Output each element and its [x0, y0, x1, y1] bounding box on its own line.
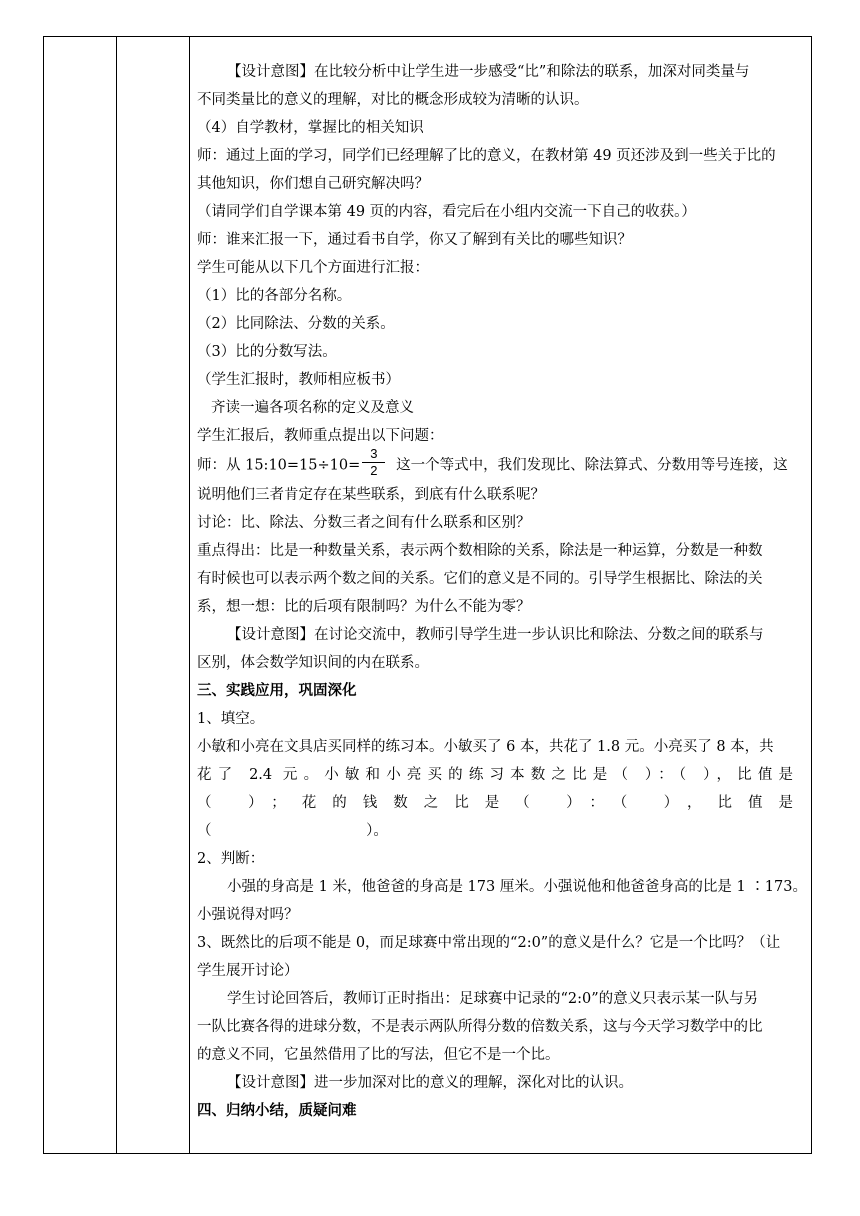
text-line: 师：通过上面的学习，同学们已经理解了比的意义，在教材第 49 页还涉及到一些关于比的 [197, 148, 776, 164]
fill-blank-line: 花了 2.4 元。小敏和小亮买的练习本数之比是（ ）：（ ），比值是 [197, 767, 793, 783]
text-line: 说明他们三者肯定存在某些联系，到底有什么联系呢？ [197, 487, 545, 503]
text-line: （请同学们自学课本第 49 页的内容，看完后在小组内交流一下自己的收获。） [197, 204, 696, 220]
text-line: 齐读一遍各项名称的定义及意义 [211, 400, 414, 416]
text-line: 讨论：比、除法、分数三者之间有什么联系和区别？ [197, 515, 531, 531]
equation-line [197, 446, 793, 481]
text-line: 学生展开讨论） [197, 963, 299, 979]
step-heading: （4）自学教材，掌握比的相关知识 [197, 120, 424, 136]
fraction-denominator: 2 [370, 463, 378, 478]
fraction-numerator: 3 [362, 447, 385, 463]
exercise-heading: 2、判断： [197, 851, 265, 867]
text-line: 的意义不同，它虽然借用了比的写法，但它不是一个比。 [197, 1047, 560, 1063]
text-line: 学生可能从以下几个方面进行汇报： [197, 260, 429, 276]
fill-blank-line: （ ）。 [197, 823, 388, 839]
text-line: 师：谁来汇报一下，通过看书自学，你又了解到有关比的哪些知识？ [197, 232, 632, 248]
text-line: 小敏和小亮在文具店买同样的练习本。小敏买了 6 本，共花了 1.8 元。小亮买了 8 本，共 [197, 739, 774, 755]
text-line: 有时候也可以表示两个数之间的关系。它们的意义是不同的。引导学生根据比、除法的关 [197, 571, 763, 587]
design-intent-2: 【设计意图】在讨论交流中，教师引导学生进一步认识比和除法、分数之间的联系与 [227, 627, 764, 643]
column-divider-1 [116, 37, 117, 1153]
text-line: 其他知识，你们想自己研究解决吗？ [197, 176, 429, 192]
text-line: 学生讨论回答后，教师订正时指出：足球赛中记录的“2:0”的意义只表示某一队与另 [227, 991, 759, 1007]
text-line: 3、既然比的后项不能是 0，而足球赛中常出现的“2:0”的意义是什么？它是一个比吗？（让 [197, 935, 781, 951]
design-intent-1: 【设计意图】在比较分析中让学生进一步感受“比”和除法的联系，加深对同类量与 [227, 64, 750, 80]
text-line: 区别，体会数学知识间的内在联系。 [197, 655, 429, 671]
column-divider-2 [189, 37, 190, 1153]
fraction [362, 447, 385, 478]
text-line: 一队比赛各得的进球分数，不是表示两队所得分数的倍数关系，这与今天学习数学中的比 [197, 1019, 763, 1035]
fill-blank-line: （ ）；花的钱数之比是（ ）：（ ），比值是 [197, 795, 793, 811]
list-item: （1）比的各部分名称。 [197, 288, 352, 304]
equation-text: 师：从 15:10=15÷10= [197, 457, 361, 474]
text-line: 不同类量比的意义的理解，对比的概念形成较为清晰的认识。 [197, 92, 589, 108]
section-heading-4: 四、归纳小结，质疑问难 [197, 1103, 357, 1119]
section-heading-3: 三、实践应用，巩固深化 [197, 683, 357, 699]
text-line: 学生汇报后，教师重点提出以下问题： [197, 428, 444, 444]
equation-text-continued: 这一个等式中，我们发现比、除法算式、分数用等号连接，这 [391, 457, 788, 474]
text-line: 小强说得对吗？ [197, 907, 299, 923]
lesson-content [197, 58, 807, 1125]
list-item: （3）比的分数写法。 [197, 344, 337, 360]
exercise-heading: 1、填空。 [197, 711, 265, 727]
design-intent-3: 【设计意图】进一步加深对比的意义的理解，深化对比的认识。 [227, 1075, 633, 1091]
list-item: （2）比同除法、分数的关系。 [197, 316, 395, 332]
text-line: 小强的身高是 1 米，他爸爸的身高是 173 厘米。小强说他和他爸爸身高的比是 1 ∶173。 [227, 879, 807, 895]
text-line: 重点得出：比是一种数量关系，表示两个数相除的关系，除法是一种运算，分数是一种数 [197, 543, 763, 559]
text-line: （学生汇报时，教师相应板书） [197, 372, 400, 388]
text-line: 系，想一想：比的后项有限制吗？为什么不能为零？ [197, 599, 531, 615]
